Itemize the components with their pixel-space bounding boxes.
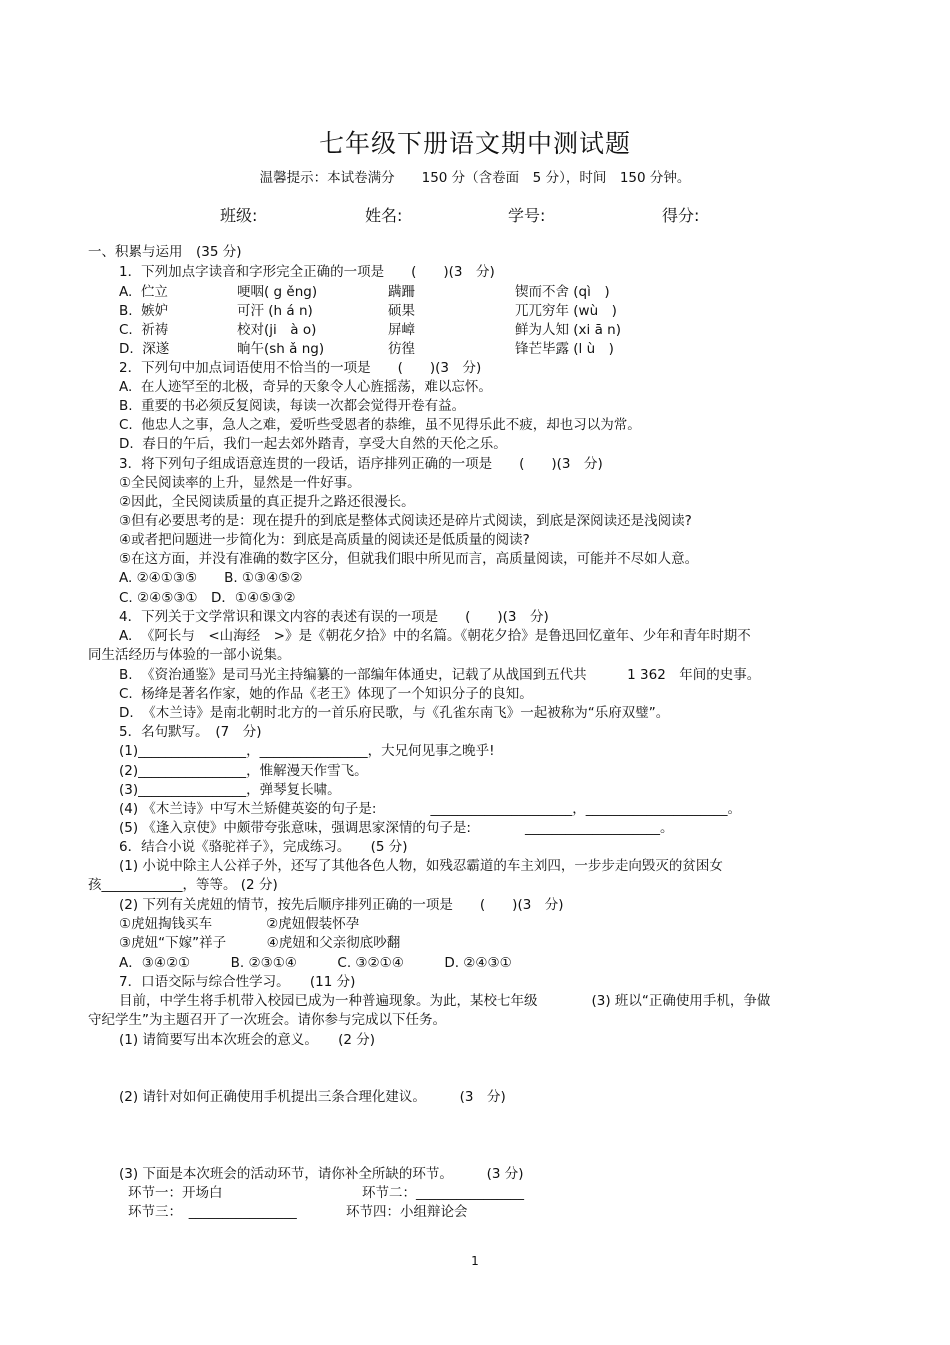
q4-stem: 4．下列关于文学常识和课文内容的表述有误的一项是 ( )(3 分) — [119, 609, 549, 625]
q7-task-3: (3) 下面是本次班会的活动环节，请你补全所缺的环节。 (3 分) — [119, 1166, 524, 1182]
q7-step-1: 环节一：开场白 — [128, 1185, 223, 1201]
q1-option-b-word2: 可汗 (h á n) — [237, 303, 313, 319]
q5-stem: 5．名句默写。 (7 分) — [119, 724, 262, 740]
q2-option-a: A. 在人迹罕至的北极，奇异的天象令人心旌摇荡，难以忘怀。 — [119, 379, 492, 395]
q1-option-b-word1: B. 嫉妒 — [119, 303, 169, 319]
q5-line-3: (3)________________，弹琴复长啸。 — [119, 782, 341, 798]
q4-option-d: D. 《木兰诗》是南北朝时北方的一首乐府民歌，与《孔雀东南飞》一起被称为“乐府双璧”。 — [119, 705, 670, 721]
q7-step-3: 环节三： ________________ — [128, 1204, 297, 1220]
q5-line-2: (2)________________，惟解漫天作雪飞。 — [119, 763, 368, 779]
q1-option-a-word3: 蹒跚 — [388, 284, 415, 300]
q6-part2-stem: (2) 下列有关虎妞的情节，按先后顺序排列正确的一项是 ( )(3 分) — [119, 897, 564, 913]
q7-stem: 7．口语交际与综合性学习。 (11 分) — [119, 974, 356, 990]
q6-part1-line1: (1) 小说中除主人公祥子外，还写了其他各色人物，如残忍霸道的车主刘四，一步步走向毁灭的贫困女 — [119, 858, 723, 874]
q5-line-1: (1)________________，________________，大兄何见事之晚乎! — [119, 743, 495, 759]
q4-option-a-line2: 同生活经历与体验的一部小说集。 — [88, 647, 291, 663]
q7-task-2: (2) 请针对如何正确使用手机提出三条合理化建议。 (3 分) — [119, 1089, 506, 1105]
q2-option-d: D. 春日的午后，我们一起去郊外踏青，享受大自然的天伦之乐。 — [119, 436, 507, 452]
q7-step-2: 环节二：________________ — [362, 1185, 524, 1201]
q1-option-a-word1: A. 伫立 — [119, 284, 168, 300]
q7-intro-line1: 目前，中学生将手机带入校园已成为一种普遍现象。为此，某校七年级 (3) 班以“正确使用手机，争做 — [119, 993, 771, 1009]
q1-option-a-word4: 锲而不舍 (qì ) — [515, 284, 610, 300]
q7-intro-line2: 守纪学生”为主题召开了一次班会。请你参与完成以下任务。 — [88, 1012, 446, 1028]
q4-option-a-line1: A. 《阿长与 <山海经 >》是《朝花夕拾》中的名篇。《朝花夕拾》是鲁迅回忆童年、少年和青年时期不 — [119, 628, 751, 644]
name-label: 姓名: — [365, 206, 403, 225]
q1-stem: 1．下列加点字读音和字形完全正确的一项是 ( )(3 分) — [119, 264, 495, 280]
score-label: 得分: — [662, 206, 700, 225]
section-heading: 一、积累与运用 (35 分) — [88, 244, 242, 260]
number-label: 学号: — [508, 206, 546, 225]
q1-option-c-word3: 屏嶂 — [388, 322, 415, 338]
q3-sentence-5: ⑤在这方面，并没有准确的数字区分，但就我们眼中所见而言，高质量阅读，可能并不尽如人意。 — [119, 551, 699, 567]
q3-sentence-3: ③但有必要思考的是：现在提升的到底是整体式阅读还是碎片式阅读，到底是深阅读还是浅阅读? — [119, 513, 692, 529]
q2-stem: 2．下列句中加点词语使用不恰当的一项是 ( )(3 分) — [119, 360, 482, 376]
q2-option-c: C. 他忠人之事，急人之难，爱听些受恩者的恭维，虽不见得乐此不疲，却也习以为常。 — [119, 417, 641, 433]
q6-events-line2: ③虎妞“下嫁”祥子 ④虎妞和父亲彻底吵翻 — [119, 935, 401, 951]
q1-option-d-word1: D. 深遂 — [119, 341, 170, 357]
q4-option-b: B. 《资治通鉴》是司马光主持编纂的一部编年体通史，记载了从战国到五代共 1 362 年间的史事。 — [119, 667, 761, 683]
q7-task-1: (1) 请简要写出本次班会的意义。 (2 分) — [119, 1032, 376, 1048]
q4-option-c: C. 杨绛是著名作家，她的作品《老王》体现了一个知识分子的良知。 — [119, 686, 533, 702]
q5-line-5: (5) 《逢入京使》中颇带夸张意味，强调思家深情的句子是: ____________________。 — [119, 820, 674, 836]
q3-options-ab: A. ②④①③⑤ B. ①③④⑤② — [119, 570, 303, 586]
q1-option-c-word1: C. 祈祷 — [119, 322, 169, 338]
q1-option-c-word2: 校对(ji à o) — [237, 322, 317, 338]
q6-part1-line2: 孩____________，等等。 (2 分) — [88, 877, 278, 893]
class-label: 班级: — [220, 206, 258, 225]
q1-option-b-word4: 兀兀穷年 (wù ) — [515, 303, 617, 319]
q6-stem: 6．结合小说《骆驼祥子》，完成练习。 (5 分) — [119, 839, 408, 855]
q5-line-4: (4) 《木兰诗》中写木兰矫健英姿的句子是: _____________________，_____________________。 — [119, 801, 741, 817]
q1-option-a-word2: 哽咽( g ěng) — [237, 284, 318, 300]
q3-sentence-2: ②因此，全民阅读质量的真正提升之路还很漫长。 — [119, 494, 415, 510]
q3-sentence-4: ④或者把问题进一步简化为：到底是高质量的阅读还是低质量的阅读? — [119, 532, 530, 548]
q3-sentence-1: ①全民阅读率的上升，显然是一件好事。 — [119, 475, 361, 491]
q2-option-b: B. 重要的书必须反复阅读，每读一次都会觉得开卷有益。 — [119, 398, 466, 414]
exam-tip: 温馨提示：本试卷满分 150 分（含卷面 5 分），时间 150 分钟。 — [259, 170, 691, 186]
exam-title: 七年级下册语文期中测试题 — [318, 129, 631, 158]
page-number: 1 — [471, 1254, 479, 1268]
q7-step-4: 环节四：小组辩论会 — [346, 1204, 468, 1220]
q1-option-b-word3: 硕果 — [388, 303, 415, 319]
q6-choices: A．③④②① B. ②③①④ C. ③②①④ D. ②④③① — [119, 955, 512, 971]
q1-option-d-word3: 彷徨 — [388, 341, 415, 357]
q1-option-d-word2: 晌午(sh ǎ ng) — [237, 341, 325, 357]
q6-events-line1: ①虎妞掏钱买车 ②虎妞假装怀孕 — [119, 916, 360, 932]
q3-stem: 3．将下列句子组成语意连贯的一段话，语序排列正确的一项是 ( )(3 分) — [119, 456, 603, 472]
q3-options-cd: C. ②④⑤③① D．①④⑤③② — [119, 590, 296, 606]
q1-option-c-word4: 鲜为人知 (xi ā n) — [515, 322, 621, 338]
q1-option-d-word4: 锋芒毕露 (l ù ) — [515, 341, 614, 357]
